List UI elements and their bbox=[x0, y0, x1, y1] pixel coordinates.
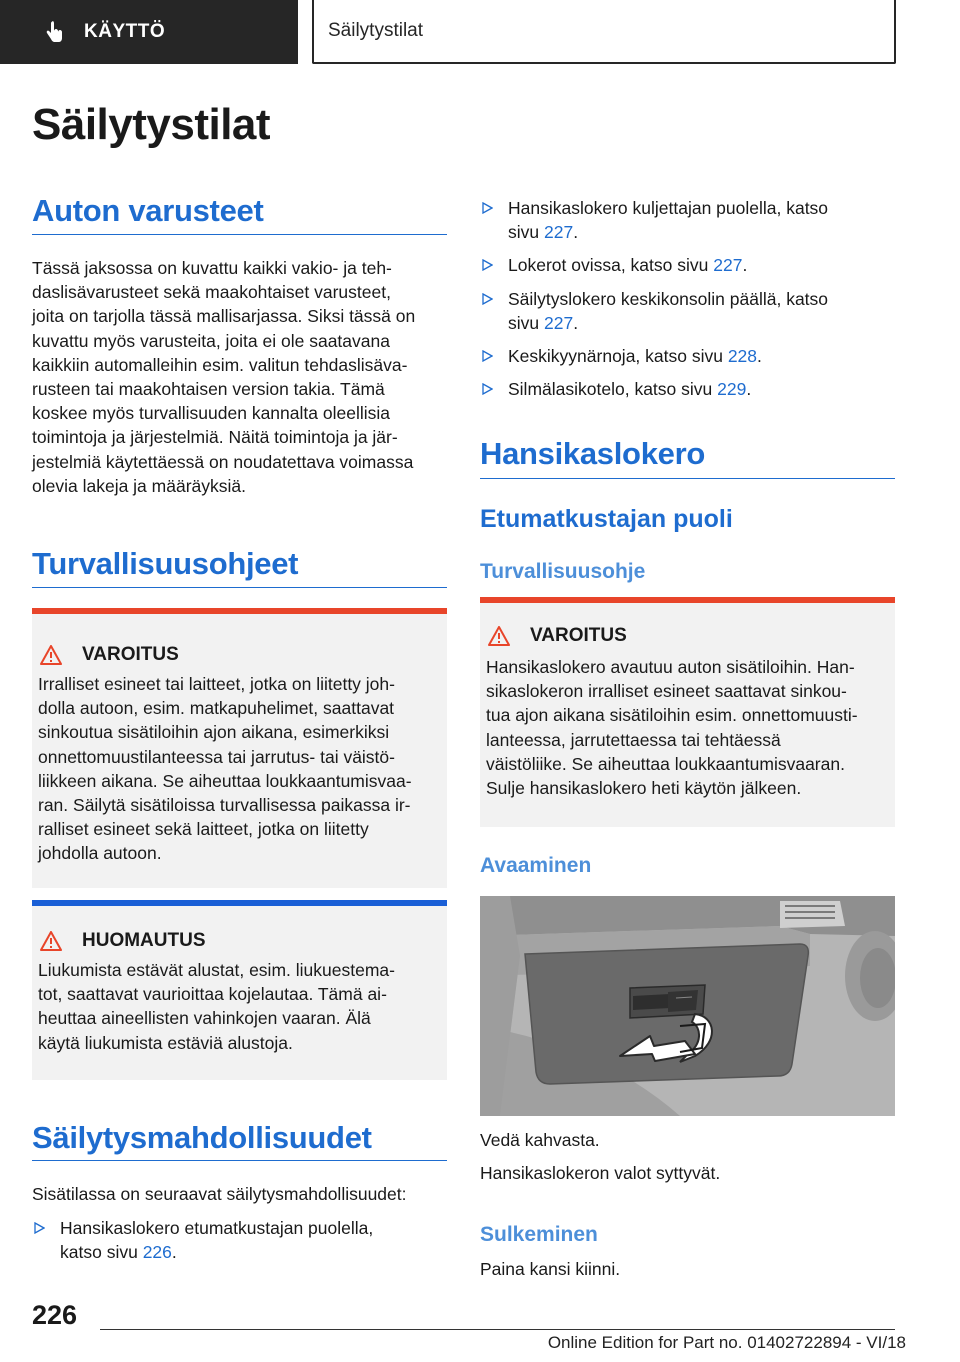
page-title: Säilytystilat bbox=[32, 100, 271, 149]
heading-opening: Avaaminen bbox=[480, 854, 592, 877]
list-item-end: . bbox=[742, 255, 748, 276]
storage-intro: Sisätilassa on seuraavat säilytysmahdollisuudet: bbox=[32, 1184, 407, 1204]
page-link[interactable]: 228 bbox=[727, 346, 758, 367]
warning-title bbox=[40, 644, 179, 666]
heading-rule bbox=[32, 587, 447, 588]
warning-bar bbox=[32, 608, 447, 614]
heading-safety-note: Turvallisuusohje bbox=[480, 560, 646, 583]
storage-list-right bbox=[480, 196, 900, 410]
chapter-tab[interactable] bbox=[312, 0, 896, 64]
footer-edition: Online Edition for Part no. 01402722894 - VI/18 bbox=[547, 1333, 906, 1352]
list-item-text: Säilytyslokero keskikonsolin päällä, katso sivu bbox=[508, 288, 829, 333]
page-link[interactable]: 226 bbox=[142, 1242, 172, 1263]
list-item bbox=[480, 344, 900, 368]
notice-bar bbox=[32, 900, 447, 906]
list-item bbox=[480, 196, 900, 244]
storage-list-left bbox=[32, 1216, 452, 1273]
glovebox-illustration bbox=[480, 896, 895, 1116]
glovebox-warning-box bbox=[480, 597, 895, 827]
closing-text: Paina kansi kiinni. bbox=[480, 1259, 621, 1279]
page-link[interactable]: 227 bbox=[543, 222, 574, 243]
list-item-text: Silmälasikotelo, katso sivu bbox=[508, 379, 718, 400]
list-item-text: Keskikyynärnoja, katso sivu bbox=[508, 346, 728, 367]
bullet-triangle-icon bbox=[482, 293, 493, 305]
opening-step-2: Hansikaslokeron valot syttyvät. bbox=[480, 1163, 721, 1183]
list-item bbox=[32, 1216, 452, 1264]
page-number: 226 bbox=[32, 1300, 78, 1330]
notice-title bbox=[40, 930, 206, 952]
notice-title-label: HUOMAUTUS bbox=[82, 930, 206, 951]
equipment-paragraph: Tässä jaksossa on kuvattu kaikki vakio- ja teh- daslisävarusteet sekä maakohtaiset varusteet, joita on tarjolla tässä mallisarjassa. Siksi tässä on kuvattu myös varusteita, joita ei ole saatavana kaikkiin automalleihin esim. valitun tehdaslisäva- rusteen tai maakohtaisen version takia. Tämä koskee myös turvallisuuden kannalta oleellisia toimintoja ja järjestelmiä. Näitä toimintoja ja jär- jestelmiä käytettäessä on noudatettava voimassa olevia lakeja ja määräyksiä. bbox=[32, 258, 416, 496]
section-tab-label: KÄYTTÖ bbox=[84, 21, 166, 42]
list-item bbox=[480, 287, 900, 335]
list-item-text: Lokerot ovissa, katso sivu bbox=[508, 255, 714, 276]
warning-title-label: VAROITUS bbox=[530, 625, 627, 646]
hand-pointer-icon bbox=[42, 21, 64, 43]
heading-rule bbox=[480, 478, 895, 479]
list-item-end: . bbox=[746, 379, 752, 400]
heading-safety: Turvallisuusohjeet bbox=[32, 546, 299, 581]
list-item-end: . bbox=[573, 312, 579, 333]
page-link[interactable]: 229 bbox=[717, 379, 747, 400]
chapter-tab-label: Säilytystilat bbox=[328, 20, 424, 41]
notice-text: Liukumista estävät alustat, esim. liukuestema- tot, saattavat vaurioittaa kojelautaa. Tämä ai- heuttaa aineellisten vahinkojen vaaran. Älä käytä liukumista estäviä alustoja. bbox=[38, 960, 395, 1053]
warning-triangle-icon bbox=[40, 931, 62, 951]
bullet-triangle-icon bbox=[482, 383, 493, 395]
list-item-text: Hansikaslokero kuljettajan puolella, katso sivu bbox=[508, 198, 829, 243]
warning-bar bbox=[480, 597, 895, 603]
warning-box bbox=[32, 608, 447, 888]
section-tab[interactable] bbox=[0, 0, 298, 64]
notice-box bbox=[32, 900, 447, 1080]
list-item-end: . bbox=[171, 1242, 177, 1263]
warning-title-label: VAROITUS bbox=[82, 644, 179, 665]
heading-passenger-side: Etumatkustajan puoli bbox=[480, 505, 733, 533]
bullet-triangle-icon bbox=[482, 350, 493, 362]
warning-text: Irralliset esineet tai laitteet, jotka on liitetty joh- dolla autoon, esim. matkapuhelimet, saattavat sinkoutua sisätiloihin ajon aikana, esimerkiksi onnettomuustilanteessa tai jarrutus- tai väistö- liikkeen aikana. Se aiheuttaa loukkaantumisvaa- ran. Säilytä sisätiloissa turvallisessa paikassa ir- ralliset esineet sekä laitteet, jotka on liitetty johdolla autoon. bbox=[38, 674, 412, 864]
warning-triangle-icon bbox=[40, 645, 62, 665]
list-item-text: Hansikaslokero etumatkustajan puolella, katso sivu bbox=[60, 1218, 374, 1263]
heading-storage: Säilytysmahdollisuudet bbox=[32, 1120, 372, 1155]
warning-title bbox=[488, 625, 627, 647]
warning-triangle-icon bbox=[488, 626, 510, 646]
footer-rule bbox=[100, 1329, 895, 1330]
heading-closing: Sulkeminen bbox=[480, 1223, 598, 1246]
bullet-triangle-icon bbox=[482, 259, 493, 271]
heading-rule bbox=[32, 234, 447, 235]
page-link[interactable]: 227 bbox=[543, 312, 574, 333]
opening-step-1: Vedä kahvasta. bbox=[480, 1130, 600, 1150]
list-item bbox=[480, 377, 900, 401]
heading-rule bbox=[32, 1160, 447, 1161]
bullet-triangle-icon bbox=[482, 202, 493, 214]
heading-equipment: Auton varusteet bbox=[32, 193, 264, 228]
list-item-end: . bbox=[757, 346, 762, 367]
heading-glovebox: Hansikaslokero bbox=[480, 436, 705, 471]
warning-text: Hansikaslokero avautuu auton sisätiloihin. Han- sikaslokeron irralliset esineet saattavat sinkou- tua ajon aikana sisätiloihin esim. onnettomuusti- lanteessa, jarrutettaessa tai tehtäessä väistöliike. Se aiheuttaa loukkaantumisvaaran. Sulje hansikaslokero heti käytön jälkeen. bbox=[486, 657, 858, 799]
list-item bbox=[480, 253, 900, 277]
list-item-end: . bbox=[573, 222, 579, 243]
page-link[interactable]: 227 bbox=[713, 255, 743, 276]
bullet-triangle-icon bbox=[34, 1222, 45, 1234]
